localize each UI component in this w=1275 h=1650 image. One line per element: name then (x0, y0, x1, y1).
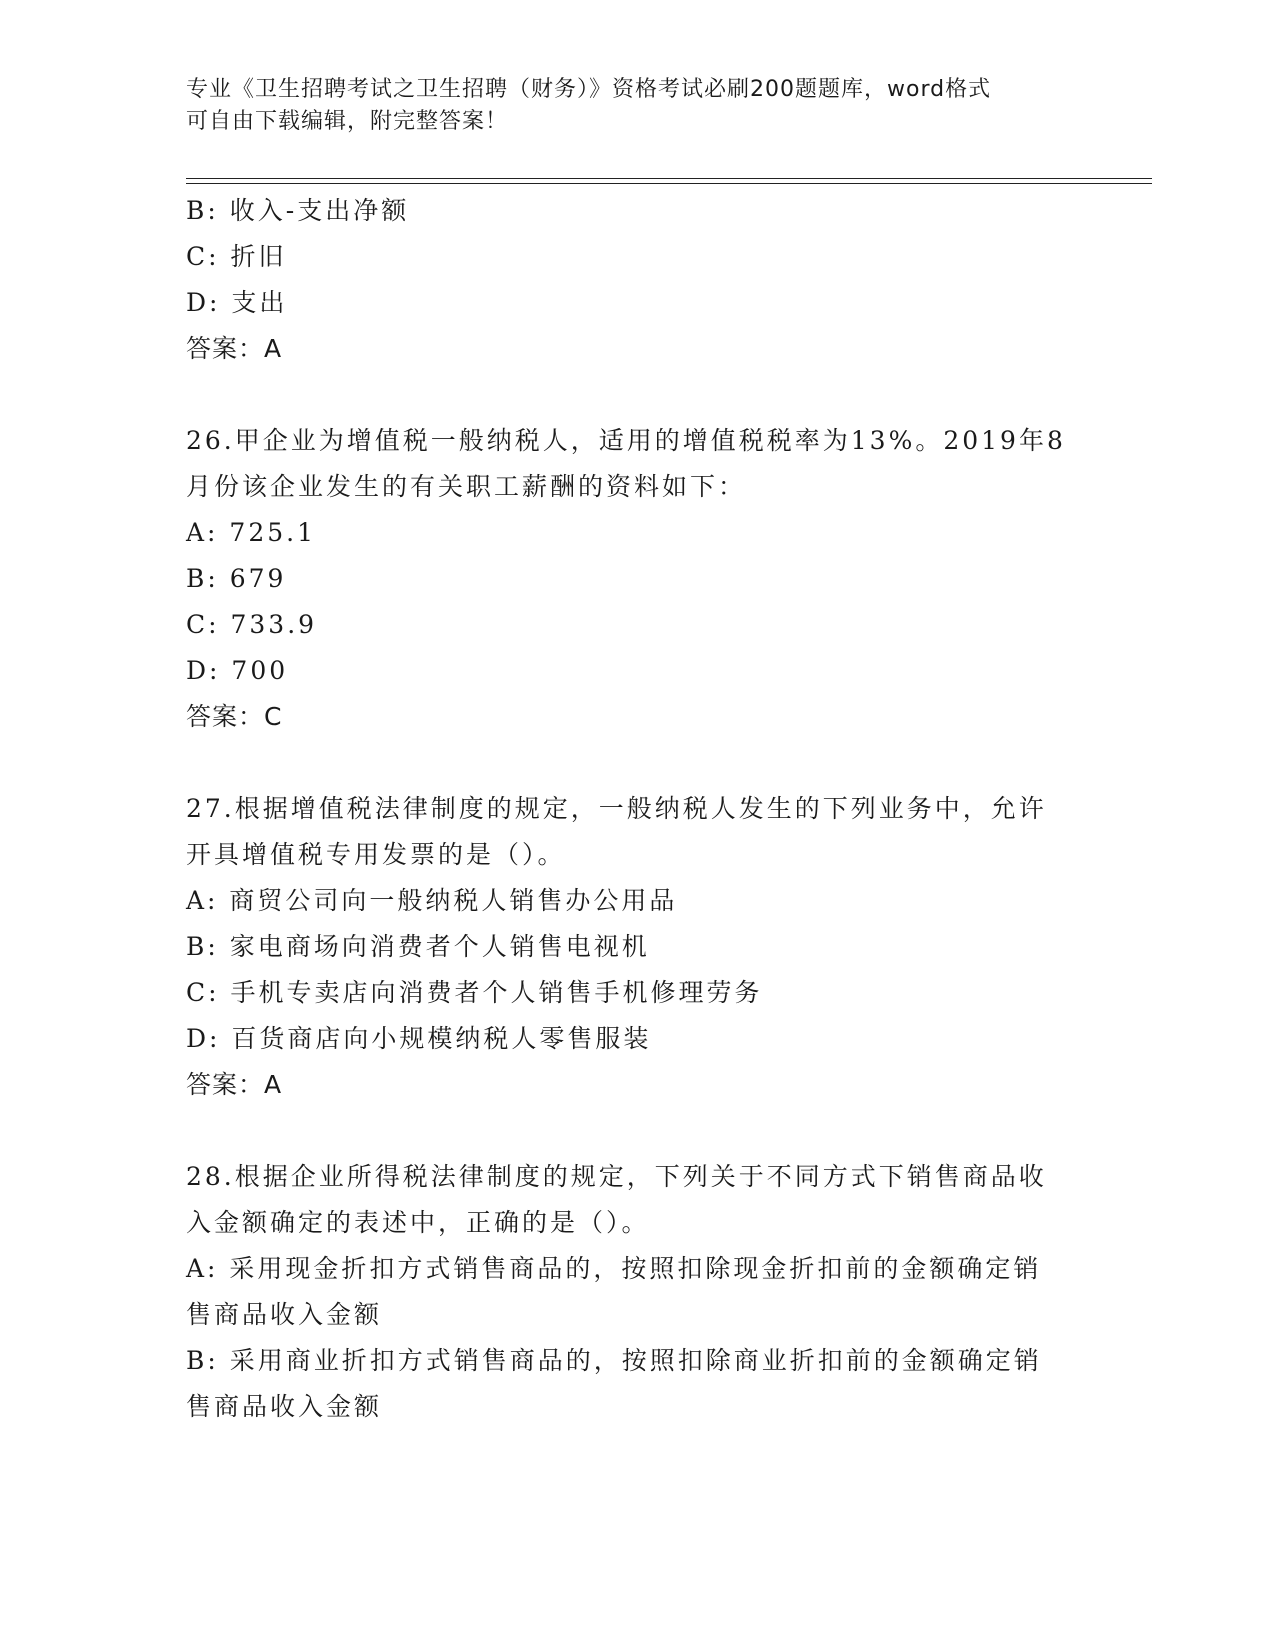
q27-stem-line-1: 27.根据增值税法律制度的规定，一般纳税人发生的下列业务中，允许 (186, 794, 1047, 823)
q28-stem-line-1: 28.根据企业所得税法律制度的规定，下列关于不同方式下销售商品收 (186, 1162, 1047, 1191)
q25-answer: 答案：A (186, 334, 283, 363)
question-25-block (186, 188, 1086, 372)
q28-option-a-line-2: 售商品收入金额 (186, 1300, 383, 1329)
q27-option-c: C: 手机专卖店向消费者个人销售手机修理劳务 (186, 978, 763, 1007)
header-divider-top (186, 178, 1152, 179)
q28-stem-line-2: 入金额确定的表述中，正确的是（）。 (186, 1208, 650, 1237)
q25-option-d: D: 支出 (186, 288, 288, 317)
question-26-block (186, 418, 1086, 740)
spacer (186, 1108, 1086, 1154)
header-divider-bottom (186, 183, 1152, 184)
q28-option-b-line-1: B: 采用商业折扣方式销售商品的，按照扣除商业折扣前的金额确定销 (186, 1346, 1042, 1375)
spacer (186, 740, 1086, 786)
question-content (186, 188, 1086, 1430)
q27-answer: 答案：A (186, 1070, 283, 1099)
q26-option-c: C: 733.9 (186, 610, 318, 639)
q27-option-d: D: 百货商店向小规模纳税人零售服装 (186, 1024, 652, 1053)
q26-stem-line-2: 月份该企业发生的有关职工薪酬的资料如下： (186, 472, 747, 501)
q26-option-a: A: 725.1 (186, 518, 316, 547)
question-28-block (186, 1154, 1086, 1430)
q28-option-b-line-2: 售商品收入金额 (186, 1392, 383, 1421)
q25-option-c: C: 折旧 (186, 242, 287, 271)
q26-answer: 答案：C (186, 702, 283, 731)
q27-option-b: B: 家电商场向消费者个人销售电视机 (186, 932, 650, 961)
question-27-block (186, 786, 1086, 1108)
q26-stem-line-1: 26.甲企业为增值税一般纳税人，适用的增值税税率为13%。2019年8 (186, 426, 1066, 455)
header-line-1: 专业《卫生招聘考试之卫生招聘（财务）》资格考试必刷200题题库，word格式 (186, 77, 992, 102)
q27-option-a: A: 商贸公司向一般纳税人销售办公用品 (186, 886, 678, 915)
q26-option-d: D: 700 (186, 656, 289, 685)
page-header (186, 74, 1066, 138)
q27-stem-line-2: 开具增值税专用发票的是（）。 (186, 840, 566, 869)
q28-option-a-line-1: A: 采用现金折扣方式销售商品的，按照扣除现金折扣前的金额确定销 (186, 1254, 1042, 1283)
q26-option-b: B: 679 (186, 564, 287, 593)
q25-option-b: B: 收入-支出净额 (186, 196, 410, 225)
spacer (186, 372, 1086, 418)
header-line-2: 可自由下载编辑，附完整答案！ (186, 109, 509, 134)
